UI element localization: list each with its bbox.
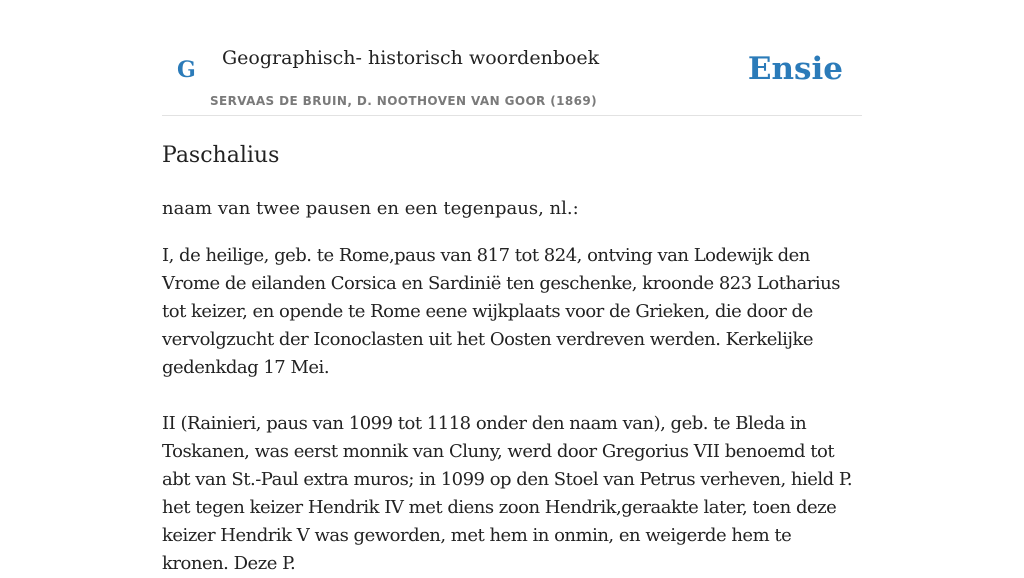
book-authors: SERVAAS DE BRUIN, D. NOOTHOVEN VAN GOOR (1869) [210, 94, 598, 108]
book-logo[interactable]: G [177, 57, 196, 83]
book-title[interactable]: Geographisch- historisch woordenboek [222, 47, 600, 69]
paragraph-paschalius-i: I, de heilige, geb. te Rome,paus van 817 tot 824, ontving van Lodewijk den Vrome de eilanden Corsica en Sardinië ten geschenke, kroonde 823 Lotharius tot keizer, en opende te Rome eene wijkplaats voor de Grieken, die door de vervolgzucht der Iconoclasten uit het Oosten verdreven werden. Kerkelijke gedenkdag 17 Mei. [162, 245, 840, 378]
article [162, 140, 862, 578]
entry-body [162, 242, 862, 578]
paragraph-paschalius-ii: II (Rainieri, paus van 1099 tot 1118 onder den naam van), geb. te Bleda in Toskanen, was eerst monnik van Cluny, werd door Gregorius VII benoemd tot abt van St.-Paul extra muros; in 1099 op den Stoel van Petrus verheven, hield P. het tegen keizer Hendrik IV met diens zoon Hendrik,geraakte later, toen deze keizer Hendrik V was geworden, met hem in onmin, en weigerde hem te kronen. Deze P. [162, 413, 853, 574]
paragraph-gap [162, 382, 862, 410]
entry-lead: naam van twee pausen en een tegenpaus, nl.: [162, 198, 579, 219]
ensie-logo[interactable]: Ensie [747, 51, 843, 87]
entry-title: Paschalius [162, 143, 280, 168]
header [162, 0, 862, 116]
page [162, 0, 862, 578]
